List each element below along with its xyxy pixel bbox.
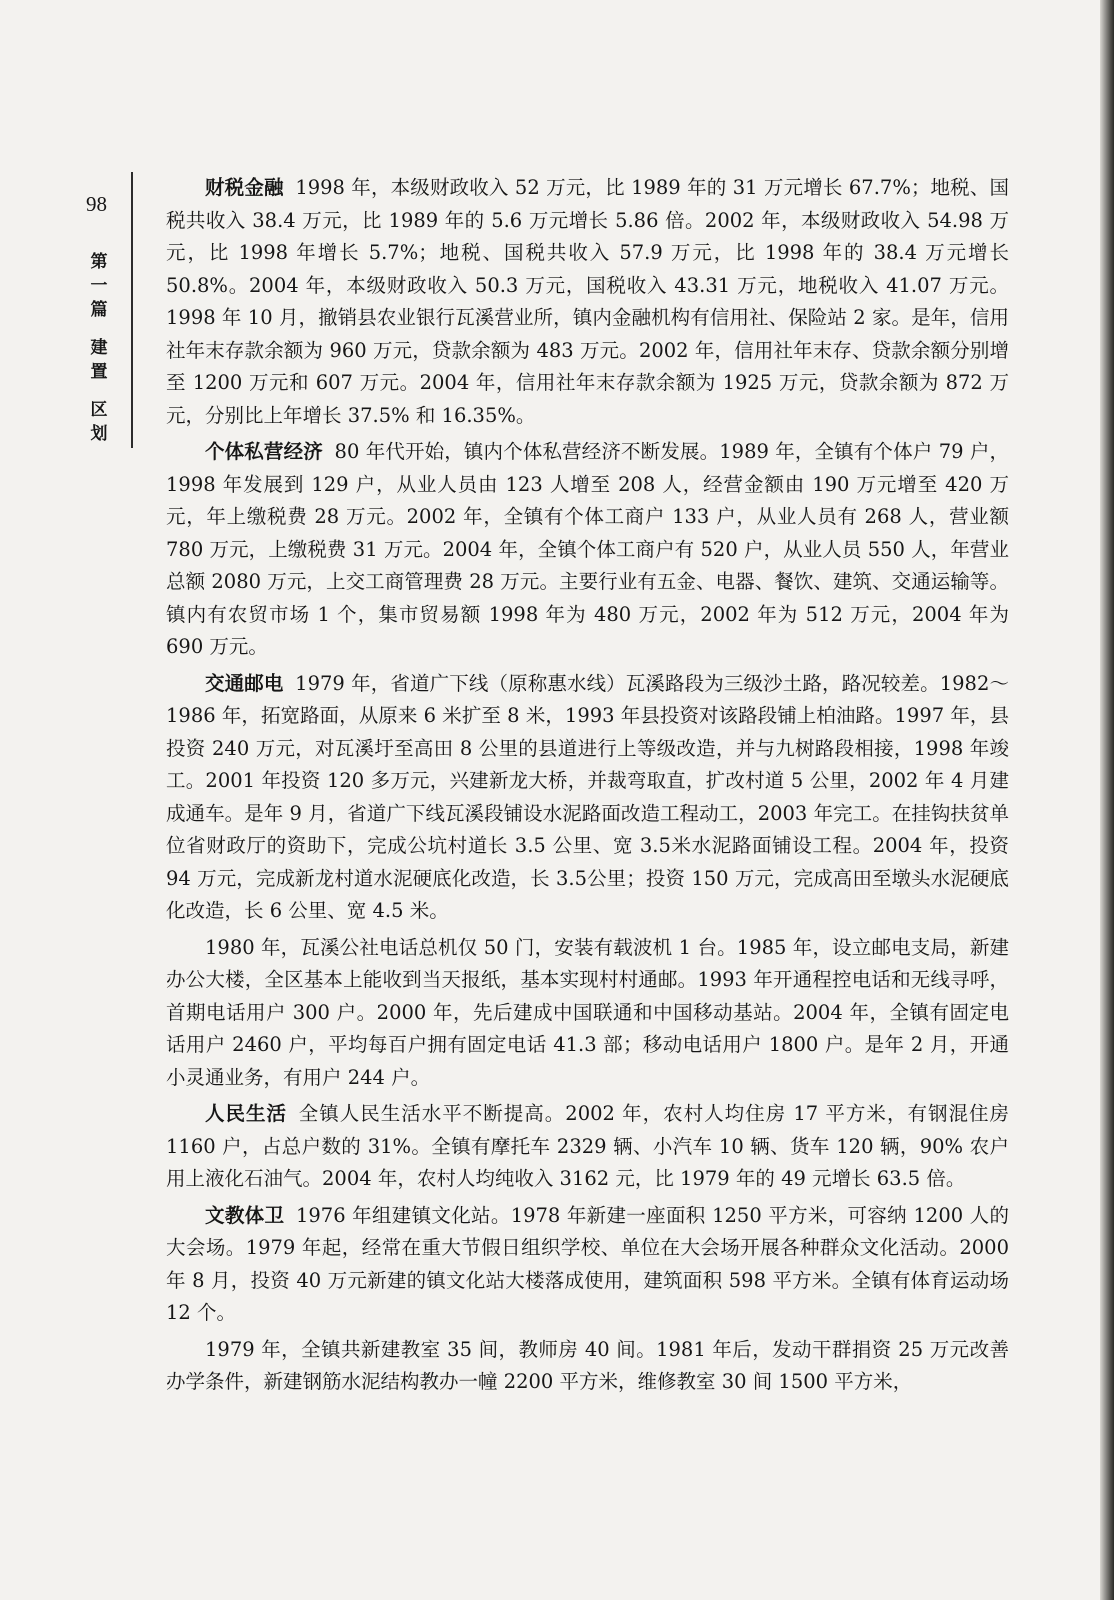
margin-rule [131, 172, 133, 448]
paragraph-private-economy [166, 436, 1009, 664]
section-heading: 个体私营经济 [205, 440, 323, 463]
running-head-char: 篇 [90, 300, 108, 320]
running-head-char: 第 [90, 252, 108, 272]
paragraph-finance-tax [166, 172, 1009, 432]
book-spine-shadow [1100, 0, 1114, 1600]
paragraph-text: 1979 年，省道广下线（原称惠水线）瓦溪路段为三级沙土路，路况较差。1982～1986 年，拓宽路面，从原来 6 米扩至 8 米，1993 年县投资对该路段铺上柏油路。1997 年，县投资 240 万元，对瓦溪圩至高田 8 公里的县道进行上等级改造，并与九树路段相接，1998 年竣工。2001 年投资 120 多万元，兴建新龙大桥，并裁弯取直，扩改村道 5 公里，2002 年 4 月建成通车。是年 9 月，省道广下线瓦溪段铺设水泥路面改造工程动工，2003 年完工。在挂钩扶贫单位省财政厅的资助下，完成公坑村道长 3.5 公里、宽 3.5米水泥路面铺设工程。2004 年，投资 94 万元，完成新龙村道水泥硬底化改造，长 3.5公里；投资 150 万元，完成高田至墩头水泥硬底化改造，长 6 公里、宽 4.5 米。 [166, 671, 1009, 922]
running-head-char: 建 [90, 338, 108, 358]
paragraph-text: 80 年代开始，镇内个体私营经济不断发展。1989 年，全镇有个体户 79 户，1998 年发展到 129 户，从业人员由 123 人增至 208 人，经营金额由 190 万元增至 420 万元，年上缴税费 28 万元。2002 年，全镇有个体工商户 133 户，从业人员有 268 人，营业额 780 万元，上缴税费 31 万元。2004 年，全镇个体工商户有 520 户，从业人员 550 人，年营业总额 2080 万元，上交工商管理费 28 万元。主要行业有五金、电器、餐饮、建筑、交通运输等。镇内有农贸市场 1 个，集市贸易额 1998 年为 480 万元，2002 年为 512 万元，2004 年为 690 万元。 [166, 440, 1009, 658]
paragraph-living-standard [166, 1098, 1009, 1196]
paragraph-text: 全镇人民生活水平不断提高。2002 年，农村人均住房 17 平方米，有钢混住房 1160 户，占总户数的 31%。全镇有摩托车 2329 辆、小汽车 10 辆、货车 120 辆，90% 农户用上液化石油气。2004 年，农村人均纯收入 3162 元，比 1979 年的 49 元增长 63.5 倍。 [166, 1102, 1009, 1190]
section-heading: 人民生活 [205, 1102, 288, 1125]
section-heading: 交通邮电 [205, 671, 284, 695]
running-head [88, 250, 110, 446]
running-head-char: 区 [90, 400, 108, 420]
paragraph-culture-education [166, 1200, 1009, 1330]
running-head-char: 置 [90, 362, 108, 382]
section-heading: 文教体卫 [205, 1203, 285, 1227]
paragraph-text: 1980 年，瓦溪公社电话总机仅 50 门，安装有载波机 1 台。1985 年，设立邮电支局，新建办公大楼，全区基本上能收到当天报纸，基本实现村村通邮。1993 年开通程控电话和无线寻呼，首期电话用户 300 户。2000 年，先后建成中国联通和中国移动基站。2004 年，全镇有固定电话用户 2460 户，平均每百户拥有固定电话 41.3 部；移动电话用户 1800 户。是年 2 月，开通小灵通业务，有用户 244 户。 [166, 935, 1009, 1089]
page-number: 98 [86, 192, 107, 216]
body-text [166, 172, 1009, 1403]
paragraph-text: 1976 年组建镇文化站。1978 年新建一座面积 1250 平方米，可容纳 1200 人的大会场。1979 年起，经常在重大节假日组织学校、单位在大会场开展各种群众文化活动。2000 年 8 月，投资 40 万元新建的镇文化站大楼落成使用，建筑面积 598 平方米。全镇有体育运动场 12 个。 [166, 1203, 1009, 1324]
paragraph-telecom [166, 932, 1009, 1095]
paragraph-text: 1979 年，全镇共新建教室 35 间，教师房 40 间。1981 年后，发动干群捐资 25 万元改善办学条件，新建钢筋水泥结构教办一幢 2200 平方米，维修教室 30 间 1500 平方米， [166, 1337, 1009, 1393]
running-head-char: 一 [90, 276, 108, 296]
paragraph-text: 1998 年，本级财政收入 52 万元，比 1989 年的 31 万元增长 67.7%；地税、国税共收入 38.4 万元，比 1989 年的 5.6 万元增长 5.86 倍。2002 年，本级财政收入 54.98 万元，比 1998 年增长 5.7%；地税、国税共收入 57.9 万元，比 1998 年的 38.4 万元增长 50.8%。2004 年，本级财政收入 50.3 万元，国税收入 43.31 万元，地税收入 41.07 万元。1998 年 10 月，撤销县农业银行瓦溪营业所，镇内金融机构有信用社、保险站 2 家。是年，信用社年末存款余额为 960 万元，贷款余额为 483 万元。2002 年，信用社年末存、贷款余额分别增至 1200 万元和 607 万元。2004 年，信用社年末存款余额为 1925 万元，贷款余额为 872 万元，分别比上年增长 37.5% 和 16.35%。 [166, 176, 1009, 427]
running-head-char: 划 [90, 424, 108, 444]
paragraph-schools [166, 1334, 1009, 1399]
section-heading: 财税金融 [205, 176, 284, 199]
paragraph-transport-post [166, 668, 1009, 928]
